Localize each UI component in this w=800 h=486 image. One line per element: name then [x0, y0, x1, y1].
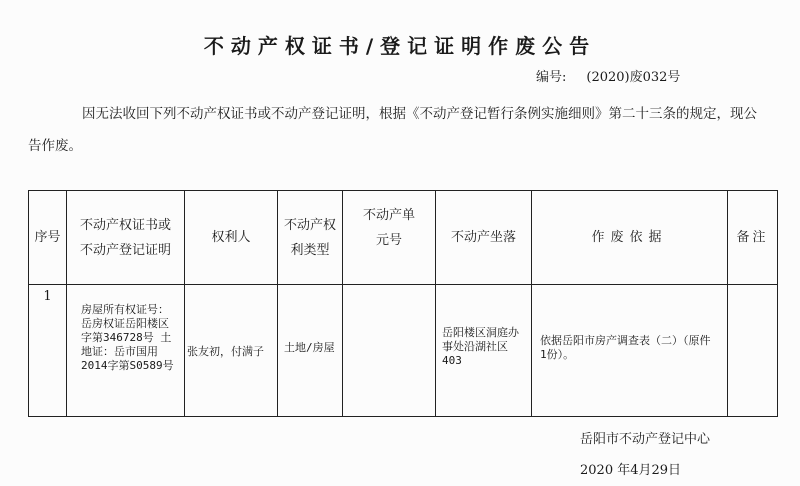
cell-holder: 张友初，付满子 [185, 285, 278, 417]
document-number-value: (2020)废032号 [586, 70, 681, 85]
cell-location: 岳阳楼区洞庭办事处沿湖社区403 [436, 285, 532, 417]
document-number-label: 编号: [536, 70, 567, 85]
header-location: 不动产坐落 [436, 191, 532, 285]
issue-date: 2020 年4月29日 [580, 463, 682, 478]
table-header-row [29, 191, 778, 285]
notice-title: 不动产权证书/登记证明作废公告 [203, 34, 597, 58]
document-number [536, 66, 680, 85]
header-right-type: 不动产权利类型 [278, 191, 343, 285]
notice-intro-text: 因无法收回下列不动产权证书或不动产登记证明，根据《不动产登记暂行条例实施细则》第二十三条的规定，现公告作废。 [28, 106, 757, 154]
cell-basis: 依据岳阳市房产调查表（二）（原件1份）。 [532, 285, 728, 417]
table-row [29, 285, 778, 417]
cell-serial: 1 [29, 285, 67, 417]
voided-certificates-table [28, 190, 778, 417]
header-certificate: 不动产权证书或不动产登记证明 [67, 191, 185, 285]
header-basis: 作废依据 [532, 191, 728, 285]
notice-intro [28, 98, 768, 162]
header-holder: 权利人 [185, 191, 278, 285]
cell-certificate: 房屋所有权证号：岳房权证岳阳楼区字第346728号 土地证：岳市国用2014字第S0589号 [67, 285, 185, 417]
cell-remarks [728, 285, 778, 417]
header-remarks: 备注 [728, 191, 778, 285]
issuing-organization: 岳阳市不动产登记中心 [580, 432, 711, 447]
header-serial: 序号 [29, 191, 67, 285]
cell-right-type: 土地/房屋 [278, 285, 343, 417]
cell-unit-no [343, 285, 436, 417]
header-unit-no: 不动产单元号 [343, 191, 436, 285]
